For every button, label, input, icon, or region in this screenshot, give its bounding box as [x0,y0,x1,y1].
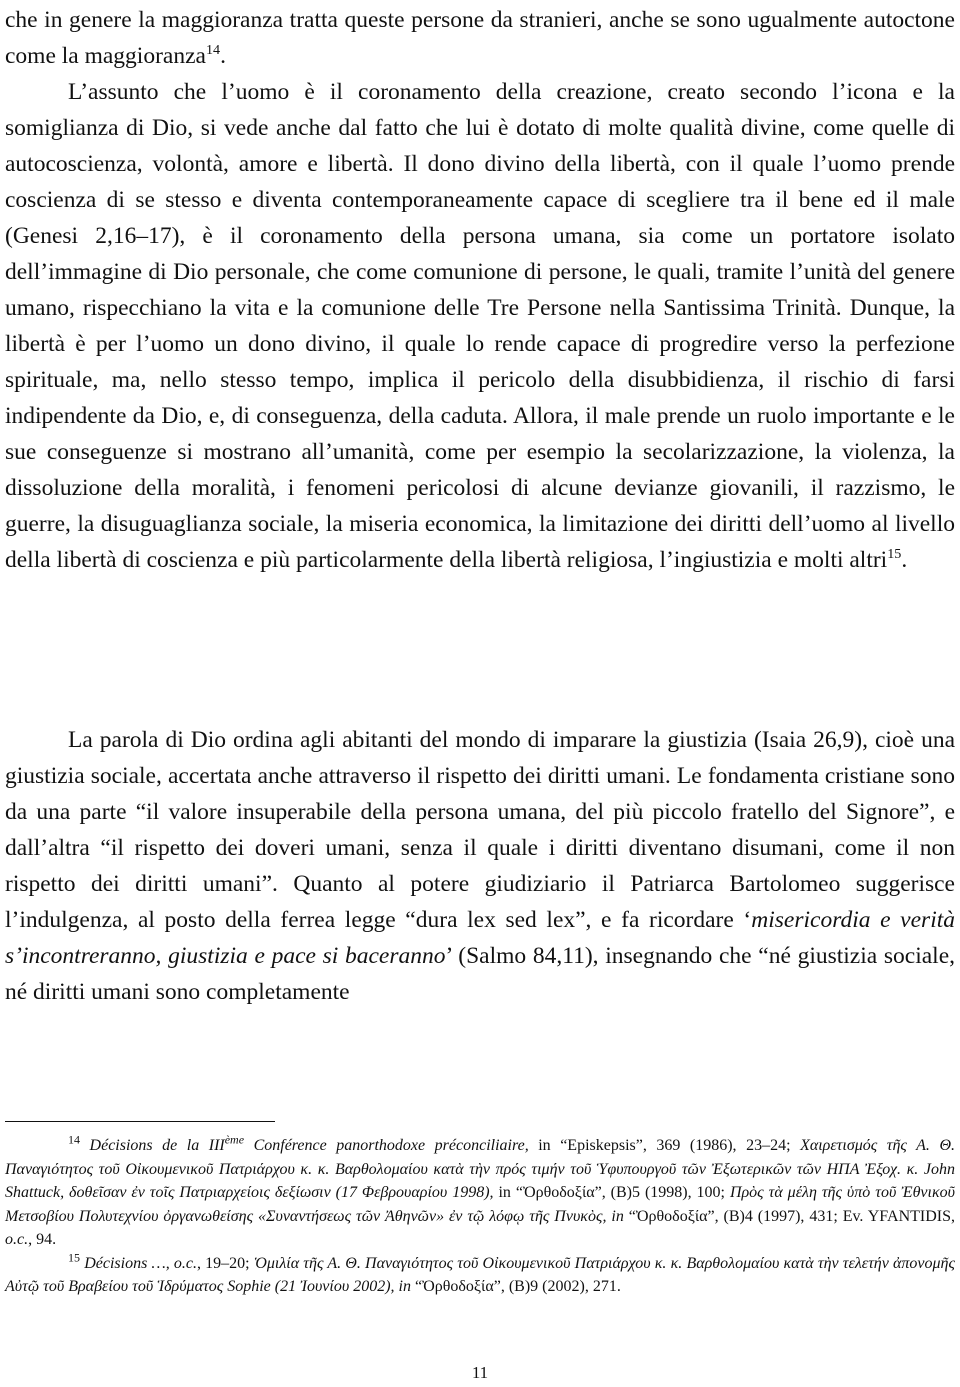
footnote-14 [5,1134,955,1252]
footnote-separator [5,1121,275,1122]
footnote-source-title: Décisions de la III [89,1137,225,1154]
footnote-number: 14 [68,1132,80,1147]
footnote-superscript: ème [224,1132,245,1147]
paragraph-text-end: ’ (Salmo 84,11), insegnando che “né giustizia sociale, né diritti umani sono completamente [5,943,956,1005]
footnote-ref-14[interactable]: 14 [205,42,221,59]
psalm-quote: misericordia e verità s’incontreranno, giustizia e pace si baceranno [5,907,955,969]
paragraph-text-end: . [901,547,908,573]
footnote-text: in “Episkepsis”, 369 (1986), 23–24; [528,1137,801,1154]
paragraph-text: La parola di Dio ordina agli abitanti del mondo di imparare la giustizia (Isaia 26,9), cioè una giustizia sociale, accertata anche attraverso il rispetto dei diritti umani. Le fondamenta cristiane sono da una parte “il valore insuperabile della persona umana, del più piccolo fratello del Signore”, e dall’altra “il rispetto dei doveri umani, senza il quale i diritti diventano disumani, come il non rispetto dei diritti umani”. Quanto al potere giudiziario il Patriarca Bartolomeo suggerisce l’indulgenza, al posto della ferrea legge “dura lex sed lex”, e fa ricordare ‘ [5,727,955,933]
footnote-source-title: Décisions …, o.c. [84,1254,197,1272]
footnotes [5,1134,955,1299]
paragraph-text-end: . [220,43,226,69]
footnote-number: 15 [68,1250,80,1265]
body-paragraph-freedom [5,74,955,578]
footnote-text: , 19–20; [196,1254,254,1272]
footnote-source-title: Conférence panorthodoxe préconciliaire, [244,1137,529,1154]
paragraph-text: L’assunto che l’uomo è il coronamento della creazione, creato secondo l’icona e la somiglianza di Dio, si vede anche dal fatto che lui è dotato di molte qualità divine, come quelle di autocoscienza, volontà, amore e libertà. Il dono divino della libertà, con il quale l’uomo prende coscienza di se stesso e diventa contemporaneamente capace di scegliere tra il bene ed il male (Genesi 2,16–17), è il coronamento della persona umana, sia come un portatore isolato dell’immagine di Dio personale, che come comunione di persone, le quali, tramite l’unità del genere umano, rispecchiano la vita e la comunione delle Tre Persone nella Santissima Trinità. Dunque, la libertà è per l’uomo un dono divino, il quale lo rende capace di progredire verso la perfezione spirituale, ma, nello stesso tempo, implica il pericolo della disubbidienza, il rischio di farsi indipendente da Dio, e, di conseguenza, della caduta. Allora, il male prende un ruolo importante e le sue conseguenze si mostrano all’umanità, come per esempio la secolarizzazione, la violenza, la dissoluzione della moralità, i fenomeni pericolosi di alcune devianze giovanili, il razzismo, le guerre, la disuguaglianza sociale, la miseria economica, la limitazione dei diritti dell’uomo al livello della libertà di coscienza e più particolarmente della libertà religiosa, l’ingiustizia e molti altri [5,79,955,573]
footnote-15 [5,1252,955,1299]
body-paragraph-justice [5,722,955,1010]
footnote-greek-title: Χαιρετισμός τῆς Α. Θ. Παναγιότητος τοῦ Οἰκουμενικοῦ Πατριάρχου κ. κ. Βαρθολομαίου κατὰ τὴν πρός τιμήν τοῦ Ὑφυπουργοῦ τῶν Ἐξωτερικῶν τῶν ΗΠΑ Ἐξοχ. κ. John Shattuck, δοθεῖσαν ἐν τοῖς Πατριαρχείοις δεξίωσιν (17 Φεβρουαρίου 1998), [5,1137,956,1201]
footnote-text: “Ὀρθοδοξία”, (Β)4 (1997), 431; Ev. YFANTIDIS, [623,1207,956,1225]
footnote-text: , 94. [28,1231,57,1248]
footnote-abbrev: o.c. [5,1231,29,1248]
footnote-text: in “Ὀρθοδοξία”, (Β)5 (1998), 100; [493,1184,730,1201]
footnote-greek-title: Πρὸς τὰ μέλη τῆς ὑπὸ τοῦ Ἐθνικοῦ Μετσοβίου Πολυτεχνίου ὀργανωθείσης «Συναντήσεως τῶν Ἀθηνῶν» ἐν τῷ λόφῳ τῆς Πνυκὸς, in [5,1184,956,1225]
footnote-text: “Ὀρθοδοξία”, (Β)9 (2002), 271. [410,1278,621,1295]
footnote-ref-15[interactable]: 15 [887,546,902,563]
footnote-greek-title: Ὁμιλία τῆς Α. Θ. Παναγιότητος τοῦ Οἰκουμενικοῦ Πατριάρχου κ. κ. Βαρθολομαίου κατὰ τὴν τελετήν ἀπονομῆς Αὐτῷ τοῦ Βραβείου τοῦ Ἱδρύματος Sophie (21 Ἰουνίου 2002), in [5,1254,955,1295]
body-paragraph-continuation [5,2,955,74]
page-number: 11 [471,1363,489,1382]
paragraph-text: che in genere la maggioranza tratta queste persone da stranieri, anche se sono ugualmente autoctone come la maggioranza [5,7,955,69]
